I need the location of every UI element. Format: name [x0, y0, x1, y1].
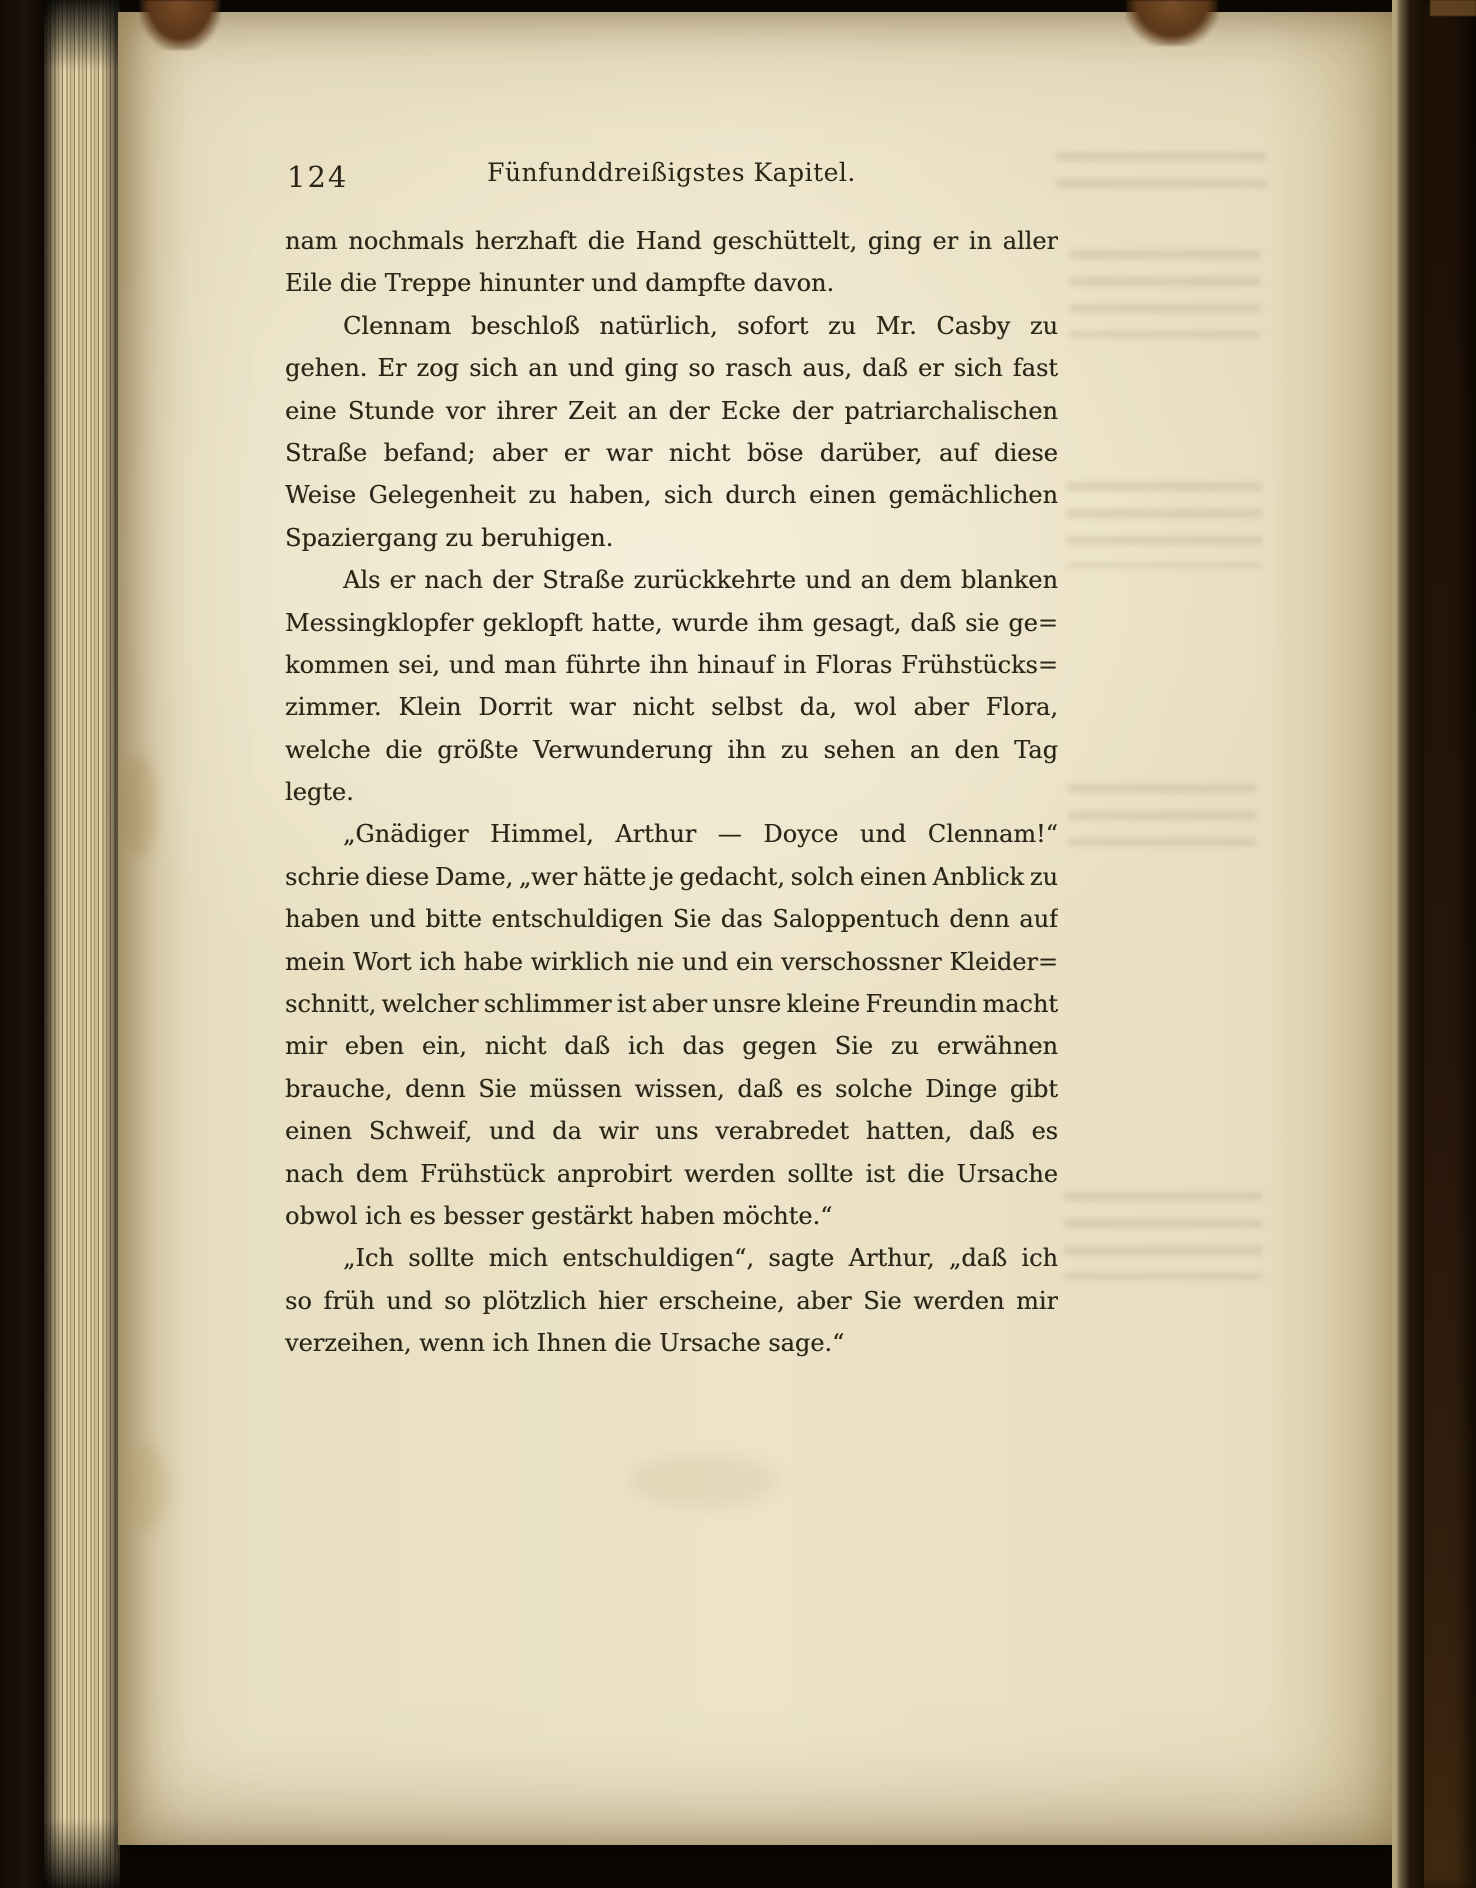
showthrough-mark	[1056, 152, 1266, 188]
page-header	[285, 158, 1058, 200]
text-line: „Gnädiger Himmel, Arthur — Doyce und Clennam!“	[343, 820, 1058, 849]
showthrough-mark	[1070, 250, 1260, 338]
chapter-title: Fünfunddreißigstes Kapitel.	[487, 158, 856, 187]
paper-stain	[628, 1454, 778, 1508]
text-line: so früh und so plötzlich hier erscheine, aber Sie werden mir	[285, 1286, 1058, 1315]
text-line: brauche, denn Sie müssen wissen, daß es solche Dinge gibt	[285, 1074, 1058, 1103]
text-line: nach dem Frühstück anprobirt werden sollte ist die Ursache	[285, 1159, 1058, 1188]
text-line: zimmer. Klein Dorrit war nicht selbst da, wol aber Flora,	[285, 693, 1058, 722]
text-line: schrie diese Dame, „wer hätte je gedacht, solch einen Anblick zu	[285, 862, 1058, 891]
text-line: obwol ich es besser gestärkt haben möchte.“	[285, 1201, 833, 1230]
book-cover-right	[1424, 0, 1476, 1888]
text-line: „Ich sollte mich entschuldigen“, sagte Arthur, „daß ich	[343, 1244, 1058, 1273]
text-line: haben und bitte entschuldigen Sie das Saloppentuch denn auf	[285, 905, 1058, 934]
text-line: eine Stunde vor ihrer Zeit an der Ecke der patriarchalischen	[285, 396, 1058, 425]
book-cover-left	[0, 0, 46, 1888]
text-line: einen Schweif, und da wir uns verabredet hatten, daß es	[285, 1117, 1058, 1146]
page-edges-stack	[44, 0, 120, 1888]
showthrough-mark	[1066, 482, 1262, 568]
text-line: Als er nach der Straße zurückkehrte und an dem blanken	[343, 566, 1058, 595]
text-line: gehen. Er zog sich an und ging so rasch aus, daß er sich fast	[285, 354, 1058, 383]
text-line: verzeihen, wenn ich Ihnen die Ursache sage.“	[285, 1329, 845, 1358]
text-line: Messingklopfer geklopft hatte, wurde ihm gesagt, daß sie ge=	[285, 608, 1058, 637]
paper-stain	[124, 1444, 168, 1530]
showthrough-mark	[1068, 784, 1256, 846]
text-line: mein Wort ich habe wirklich nie und ein verschossner Kleider=	[285, 947, 1058, 976]
text-line: nam nochmals herzhaft die Hand geschüttelt, ging er in aller	[285, 227, 1058, 255]
text-line: schnitt, welcher schlimmer ist aber unsre kleine Freundin macht	[285, 990, 1058, 1019]
leather-patch-top-left	[140, 0, 220, 50]
text-line: Weise Gelegenheit zu haben, sich durch einen gemächlichen	[285, 481, 1058, 510]
text-line: Straße befand; aber er war nicht böse darüber, auf diese	[285, 438, 1058, 467]
showthrough-mark	[1064, 1192, 1262, 1280]
paper-stain	[122, 754, 156, 858]
text-line: legte.	[285, 778, 354, 807]
text-line: Spaziergang zu beruhigen.	[285, 523, 614, 552]
book-page	[118, 12, 1392, 1845]
text-line: Eile die Treppe hinunter und dampfte davon.	[285, 269, 835, 298]
text-line: mir eben ein, nicht daß ich das gegen Sie zu erwähnen	[285, 1032, 1058, 1061]
leather-patch-corner	[1430, 0, 1476, 16]
text-line: Clennam beschloß natürlich, sofort zu Mr. Casby zu	[343, 311, 1058, 340]
page-text	[285, 220, 1058, 1365]
page-number: 124	[287, 160, 349, 194]
text-line: kommen sei, und man führte ihn hinauf in Floras Frühstücks=	[285, 650, 1058, 679]
text-line: welche die größte Verwunderung ihn zu sehen an den Tag	[285, 735, 1058, 764]
leather-patch-top-right	[1126, 0, 1218, 46]
